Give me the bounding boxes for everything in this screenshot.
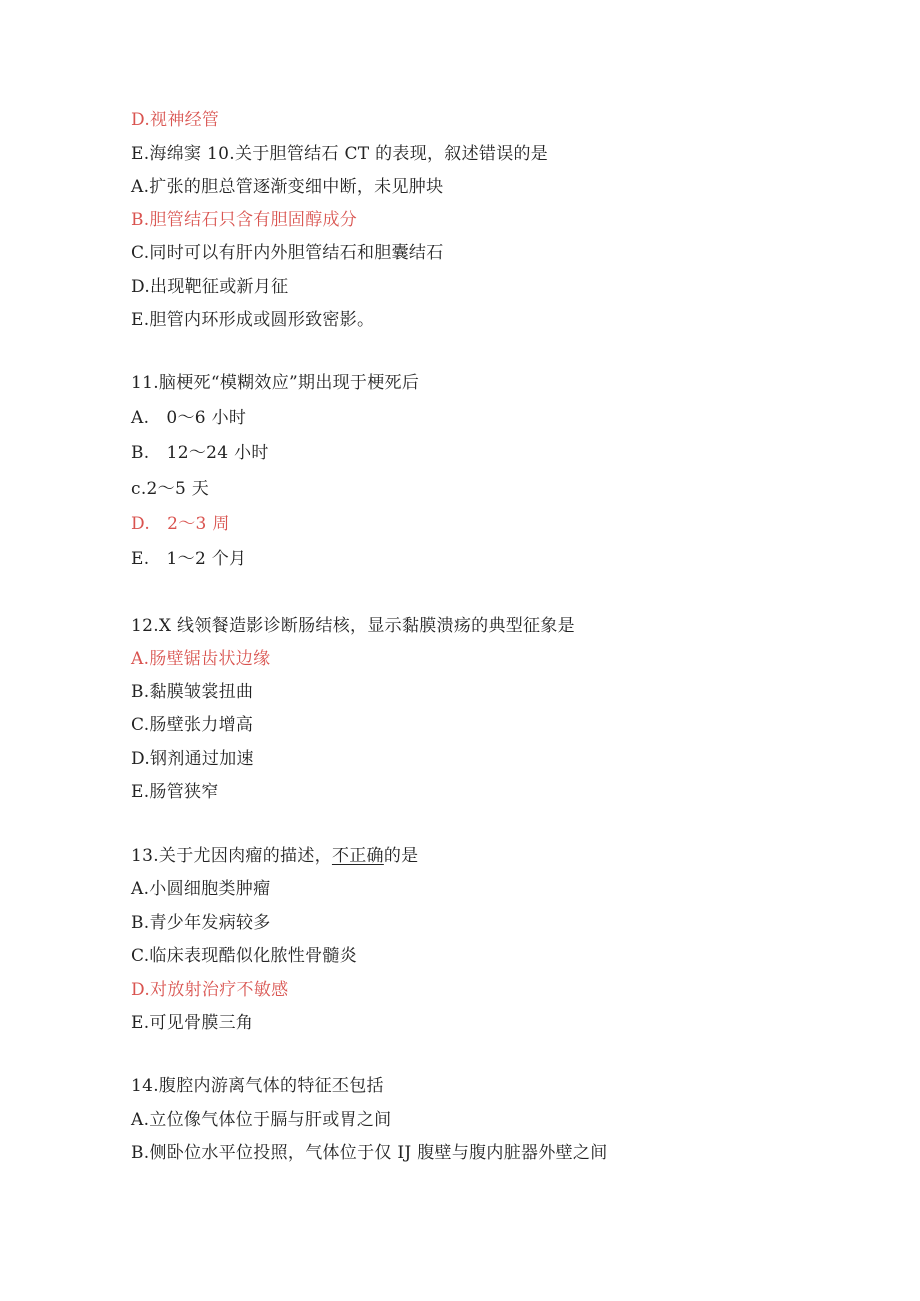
q10-option-a: A.扩张的胆总管逐渐变细中断，未见肿块	[131, 177, 444, 197]
q10-option-e: E.胆管内环形成或圆形致密影。	[131, 310, 375, 330]
q10-option-d: D.出现靶征或新月征	[131, 277, 289, 297]
q13-question-end: 的是	[383, 846, 419, 866]
q12-option-a-answer: A.肠壁锯齿状边缘	[131, 649, 271, 669]
q13-option-b: B.青少年发病较多	[131, 913, 271, 933]
q12-question: 12.X 线领餐造影诊断肠结核，显示黏膜溃疡的典型征象是	[131, 616, 575, 636]
q13-option-c: C.临床表现酷似化脓性骨髓炎	[131, 946, 358, 966]
q12-option-c: C.肠壁张力增高	[131, 715, 254, 735]
q13-option-a: A.小圆细胞类肿瘤	[131, 879, 271, 899]
q11-question: 11.脑梗死“模糊效应”期出现于梗死后	[131, 373, 420, 393]
q13-option-e: E.可见骨膜三角	[131, 1013, 254, 1033]
q12-option-e: E.肠管狭窄	[131, 782, 219, 802]
q10-option-b-answer: B.胆管结石只含有胆固醇成分	[131, 210, 358, 230]
q12-option-b: B.黏膜皱裳扭曲	[131, 682, 254, 702]
q9-option-e-q10-question: E.海绵窦 10.关于胆管结石 CT 的表现，叙述错误的是	[131, 144, 549, 164]
q14-option-a: A.立位像气体位于膈与肝或胃之间	[131, 1110, 392, 1130]
q10-option-c: C.同时可以有肝内外胆管结石和胆囊结石	[131, 243, 444, 263]
q11-option-c: c.2～5 天	[131, 479, 210, 499]
q14-option-b: B.侧卧位水平位投照，气体位于仅 IJ 腹壁与腹内脏器外壁之间	[131, 1143, 608, 1163]
q13-option-d-answer: D.对放射治疗不敏感	[131, 980, 289, 1000]
q9-option-d-answer: D.视神经管	[131, 110, 220, 130]
q14-question: 14.腹腔内游离气体的特征丕包括	[131, 1076, 384, 1096]
q12-option-d: D.钢剂通过加速	[131, 749, 254, 769]
q13-question	[131, 845, 418, 867]
q11-option-a: A. 0～6 小时	[131, 408, 247, 428]
q13-question-emphasis: 不正确	[331, 846, 384, 866]
q11-option-d-answer: D. 2～3 周	[131, 514, 230, 534]
q11-option-e: E. 1～2 个月	[131, 549, 247, 569]
q11-option-b: B. 12～24 小时	[131, 443, 269, 463]
q13-question-start: 13.关于尤因肉瘤的描述，	[131, 846, 332, 866]
